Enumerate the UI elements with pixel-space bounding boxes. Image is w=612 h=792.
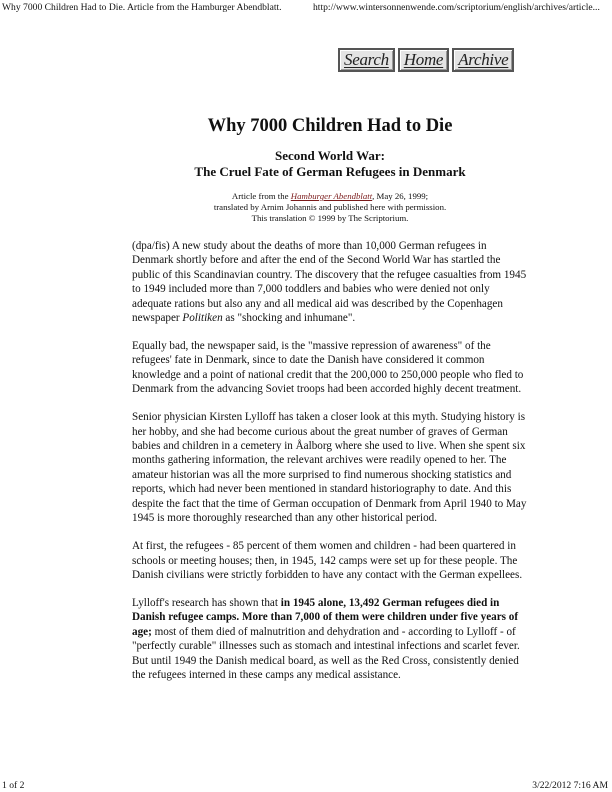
nav-bar [338, 48, 514, 72]
paragraph-5 [132, 596, 530, 682]
subtitle-line-2: The Cruel Fate of German Refugees in Denmark [194, 164, 466, 179]
article-credit [0, 191, 612, 224]
subtitle-line-1: Second World War: [274, 148, 386, 163]
credit-line-3: This translation © 1999 by The Scriptorium. [251, 213, 409, 223]
archive-button[interactable] [452, 48, 514, 72]
p5-bold-text: in 1945 alone, 13,492 German refugees died in Danish refugee camps. More than 7,000 of them were children under five years of age; [132, 596, 519, 638]
article-subtitle [0, 148, 612, 180]
p5-text-a: Lylloff's research has shown that [132, 596, 281, 609]
article-title: Why 7000 Children Had to Die [207, 116, 453, 136]
p5-text-b: most of them died of malnutrition and dehydration and - according to Lylloff - of "perfectly curable" illnesses such as stomach and intestinal infections and scarlet fever. But until 1949 the Danish medical board, as well as the Red Cross, consistently denied the refugees interned in these camps any medical assistance. [132, 625, 520, 681]
search-button-label: Search [344, 50, 389, 69]
paragraph-3: Senior physician Kirsten Lylloff has taken a closer look at this myth. Studying history is her hobby, and she had become curious about the great number of graves of German babies and children in a cemetery in Åalborg where she used to live. When she spent six months gathering information, the relevant archives were readily opened to her. The amateur historian was all the more surprised to find numerous shocking statistics and reports, which had never been mentioned in standard historiography to date. And this despite the fact that the time of German occupation of Denmark from April 1940 to May 1945 is more thoroughly researched than any other historical period. [132, 411, 527, 525]
p1-text-a: (dpa/fis) A new study about the deaths of more than 10,000 German refugees in Denmark shortly before and after the end of the Second World War has startled the public of this Scandinavian country. The discovery that the refugee casualties from 1945 to 1949 included more than 7,000 toddlers and babies who were denied not only adequate rations but also any and all medical aid was described by the Copenhagen newspaper [132, 240, 527, 325]
home-button[interactable] [398, 48, 449, 72]
p1-newspaper-name: Politiken [182, 312, 223, 325]
credit-prefix: Article from the [231, 191, 291, 201]
paragraph-4: At first, the refugees - 85 percent of them women and children - had been quartered in schools or meeting houses; then, in 1945, 142 camps were set up for these people. The Danish civilians were strictly forbidden to have any contact with the German expellees. [132, 540, 523, 581]
hamburger-abendblatt-link[interactable]: Hamburger Abendblatt [290, 191, 373, 201]
print-header-title: Why 7000 Children Had to Die. Article from the Hamburger Abendblatt. [2, 2, 282, 13]
search-button[interactable] [338, 48, 395, 72]
print-header-url: http://www.wintersonnenwende.com/scriptorium/english/archives/article... [313, 2, 600, 13]
print-footer-datetime: 3/22/2012 7:16 AM [532, 780, 608, 791]
credit-line-1 [0, 191, 612, 202]
print-footer-page-count: 1 of 2 [2, 780, 25, 791]
article-body [132, 239, 530, 696]
home-button-label: Home [403, 50, 444, 69]
paragraph-1 [132, 239, 530, 325]
credit-line-2: translated by Arnim Johannis and published here with permission. [213, 202, 447, 212]
archive-button-label: Archive [458, 50, 509, 69]
credit-date: , May 26, 1999; [372, 191, 429, 201]
p1-text-b: as "shocking and inhumane". [222, 312, 356, 325]
paragraph-2: Equally bad, the newspaper said, is the "massive repression of awareness" of the refugees' fate in Denmark, since to date the Danish have considered it common knowledge and a point of national credit that the 200,000 to 250,000 people who fled to Denmark from the advancing Soviet troops had been accorded highly decent treatment. [132, 340, 524, 396]
